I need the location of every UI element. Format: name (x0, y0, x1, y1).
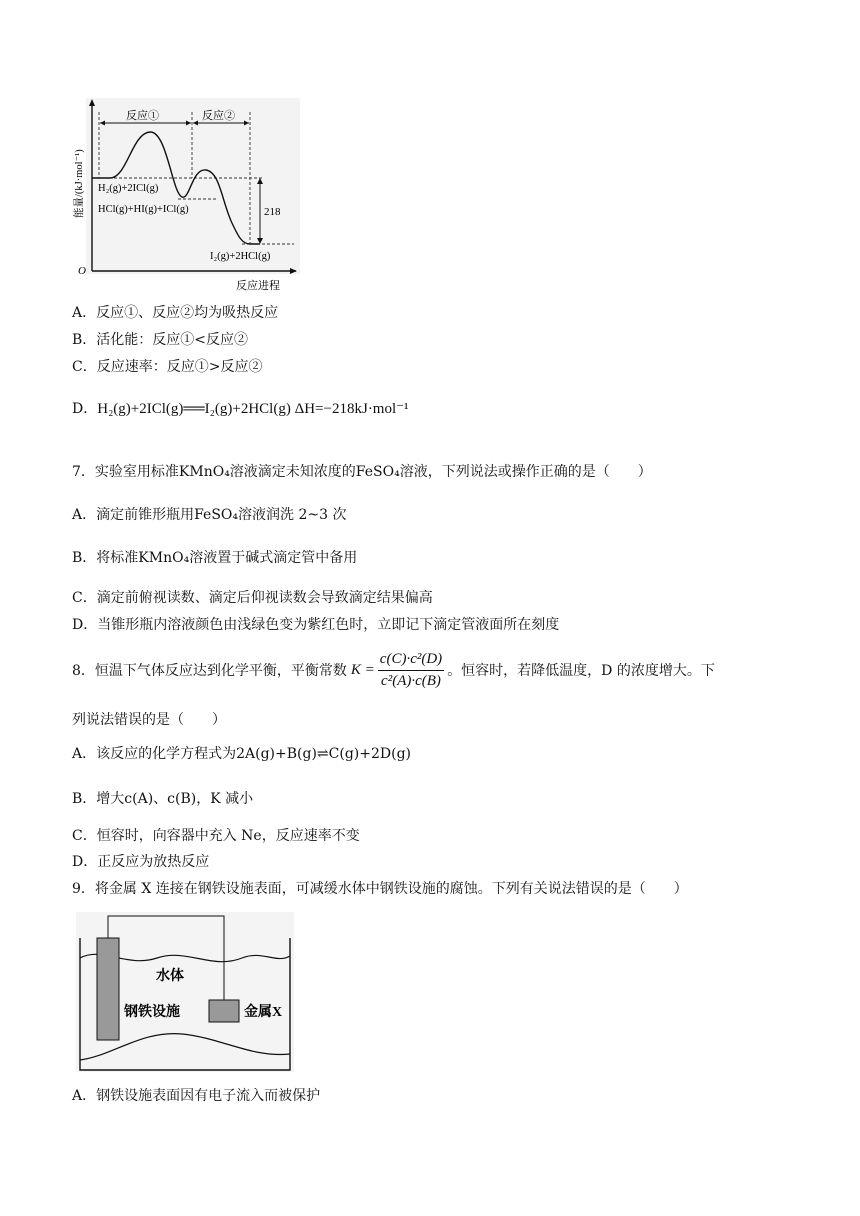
q7-stem: 7．实验室用标准KMnO₄溶液滴定未知浓度的FeSO₄溶液，下列说法或操作正确的是（ ） (72, 464, 652, 480)
q9-stem: 9．将金属 X 连接在钢铁设施表面，可减缓水体中钢铁设施的腐蚀。下列有关说法错误的是（ ） (72, 881, 688, 897)
q8-option-b: B．增大c(A)、c(B)，K 减小 (72, 791, 254, 807)
q6-option-d-prefix: D． (72, 401, 98, 417)
steel-facility (97, 938, 119, 1040)
metal-label: 金属X (244, 1005, 283, 1020)
q8-stem-line1 (72, 645, 715, 695)
reactants-label: H₂(g)+2ICl(g) (98, 183, 159, 194)
q8-k-lhs: K = (350, 661, 375, 678)
reaction2-label: 反应② (202, 110, 235, 122)
q6-option-d-equation: H₂(g)+2ICl(g)══I₂(g)+2HCl(g) ΔH=−218kJ·mol⁻¹ (97, 401, 409, 417)
q7-option-b: B．将标准KMnO₄溶液置于碱式滴定管中备用 (72, 550, 358, 566)
metal-x-block (209, 1000, 239, 1022)
delta-label: 218 (264, 206, 281, 218)
q8-k-fraction (378, 651, 444, 690)
q8-stem-part3: 列说法错误的是（ ） (72, 712, 226, 728)
water-label: 水体 (156, 969, 184, 984)
origin-label: O (78, 265, 86, 277)
q8-option-a: A．该反应的化学方程式为2A(g)+B(g)⇌C(g)+2D(g) (72, 746, 411, 762)
q8-stem-part2: 。恒容时，若降低温度，D 的浓度增大。下 (447, 663, 715, 679)
q6-option-a: A．反应①、反应②均为吸热反应 (72, 305, 279, 321)
products-label: I₂(g)+2HCl(g) (210, 251, 271, 262)
q6-option-c: C．反应速率：反应①>反应② (72, 359, 263, 375)
q7-option-d: D．当锥形瓶内溶液颜色由浅绿色变为紫红色时，立即记下滴定管液面所在刻度 (72, 617, 560, 633)
q8-stem-part1: 8．恒温下气体反应达到化学平衡，平衡常数 (72, 663, 347, 679)
q8-option-d: D．正反应为放热反应 (72, 854, 210, 870)
q7-option-a: A．滴定前锥形瓶用FeSO₄溶液润洗 2~3 次 (72, 507, 347, 523)
q8-k-denominator: c²(A)·c(B) (381, 672, 441, 689)
x-axis-label: 反应进程 (236, 280, 280, 292)
reaction1-label: 反应① (126, 110, 159, 122)
q6-option-b: B．活化能：反应①<反应② (72, 332, 249, 348)
q7-option-c: C．滴定前俯视读数、滴定后仰视读数会导致滴定结果偏高 (72, 590, 433, 606)
q8-option-c: C．恒容时，向容器中充入 Ne，反应速率不变 (72, 828, 360, 844)
intermediate-label: HCl(g)+HI(g)+ICl(g) (98, 204, 189, 215)
q6-option-d (72, 398, 409, 418)
q9-option-a: A．钢铁设施表面因有电子流入而被保护 (72, 1088, 321, 1104)
energy-diagram (72, 98, 308, 294)
q8-k-numerator: c(C)·c²(D) (378, 651, 444, 671)
steel-label: 钢铁设施 (124, 1005, 180, 1020)
y-axis-label: 能量/(kJ·mol⁻¹) (74, 149, 85, 218)
corrosion-diagram (72, 908, 298, 1074)
